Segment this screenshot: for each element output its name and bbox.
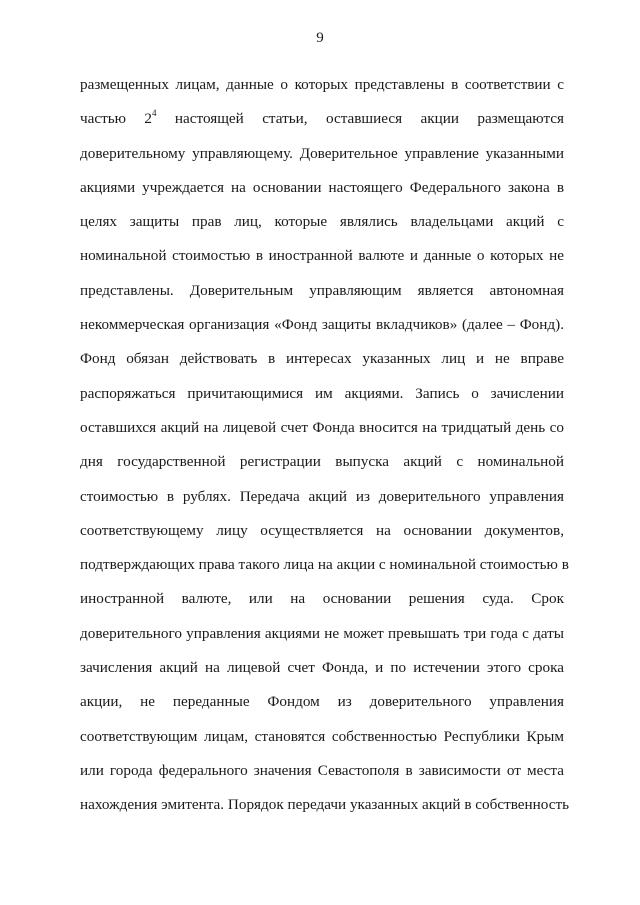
text-line: целях защиты прав лиц, которые являлись владельцами акций с <box>80 213 564 231</box>
text-line: доверительного управления акциями не может превышать три года с даты <box>80 624 564 642</box>
text-line: стоимостью в рублях. Передача акций из доверительного управления <box>80 487 564 505</box>
reference-superscript: 4 <box>152 108 157 119</box>
text-line: акции, не переданные Фондом из доверительного управления <box>80 693 564 711</box>
page-number: 9 <box>316 30 324 46</box>
text-fragment: частью <box>80 110 127 128</box>
text-line: некоммерческая организация «Фонд защиты вкладчиков» (далее – Фонд). <box>80 316 564 334</box>
article-part-reference: $2^4$ <box>144 108 157 128</box>
text-line: подтверждающих права такого лица на акции с номинальной стоимостью в <box>80 556 569 574</box>
text-line-with-reference <box>80 102 564 136</box>
text-line: соответствующему лицу осуществляется на основании документов, <box>80 521 564 539</box>
text-line: соответствующим лицам, становятся собственностью Республики Крым <box>80 727 564 745</box>
text-line: доверительному управляющему. Доверительное управление указанными <box>80 144 564 162</box>
text-line: номинальной стоимостью в иностранной валюте и данные о которых не <box>80 247 564 265</box>
text-line: размещенных лицам, данные о которых представлены в соответствии с <box>80 76 564 93</box>
text-line: нахождения эмитента. Порядок передачи указанных акций в собственность <box>80 796 570 814</box>
text-line: оставшихся акций на лицевой счет Фонда вносится на тридцатый день со <box>80 418 564 436</box>
text-line: зачисления акций на лицевой счет Фонда, и по истечении этого срока <box>80 659 564 677</box>
text-line: представлены. Доверительным управляющим является автономная <box>80 281 564 299</box>
text-line: Фонд обязан действовать в интересах указанных лиц и не вправе <box>80 350 564 368</box>
text-line: акциями учреждается на основании настоящего Федерального закона в <box>80 178 564 196</box>
document-body <box>80 68 570 823</box>
text-line: иностранной валюте, или на основании решения суда. Срок <box>80 590 564 608</box>
text-fragment: настоящей статьи, оставшиеся акции размещаются <box>174 110 564 128</box>
text-line: или города федерального значения Севастополя в зависимости от места <box>80 761 564 779</box>
text-line: распоряжаться причитающимися им акциями. Запись о зачислении <box>80 384 564 402</box>
text-line: дня государственной регистрации выпуска акций с номинальной <box>80 453 564 471</box>
